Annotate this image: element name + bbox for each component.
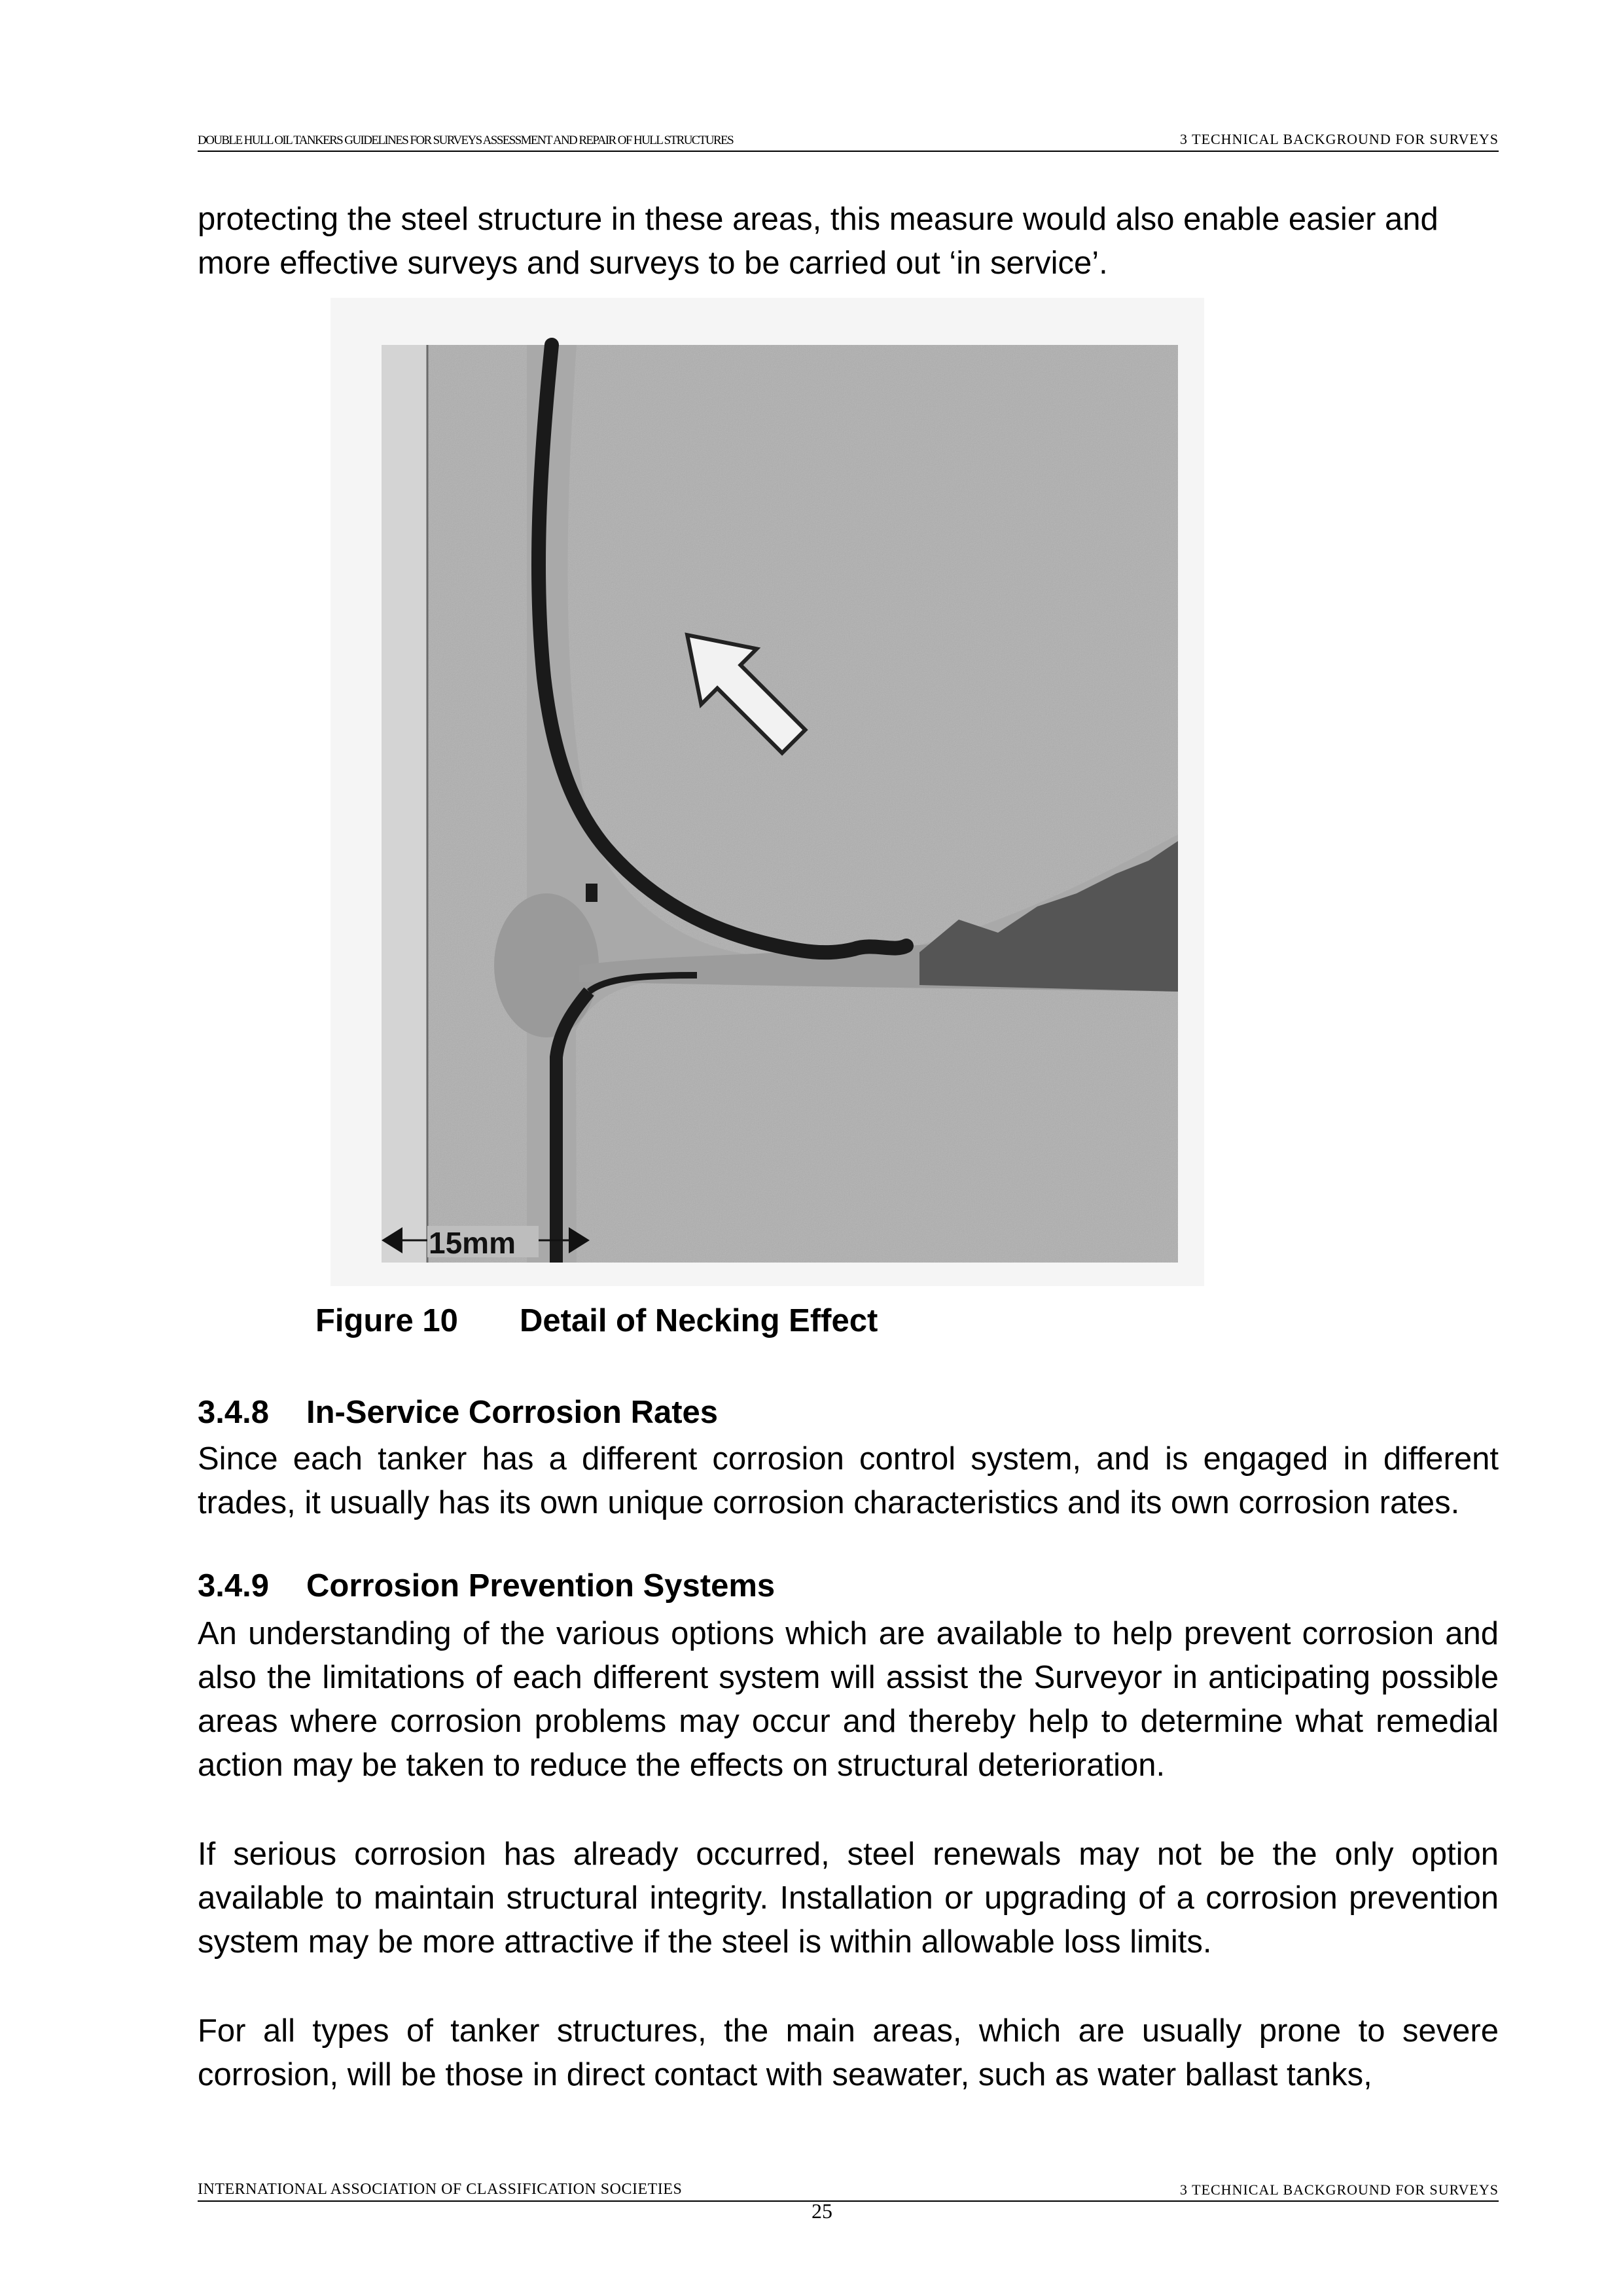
footer-chapter-title: 3 TECHNICAL BACKGROUND FOR SURVEYS [1180, 2181, 1499, 2198]
figure-caption [315, 1302, 878, 1339]
necking-effect-photo [330, 298, 1204, 1286]
figure-title: Detail of Necking Effect [520, 1303, 878, 1338]
section-heading-3-4-9 [198, 1568, 775, 1604]
section-3-4-9-paragraph-1: An understanding of the various options which are available to help prevent corrosion and also the limitations of each different system will assist the Surveyor in anticipating possible areas where corrosion problems may occur and thereby help to determine what remedial action may be taken to reduce the effects on structural deterioration. [198, 1616, 1499, 1783]
header-document-title: DOUBLE HULL OIL TANKERS GUIDELINES FOR SURVEYS ASSESSMENT AND REPAIR OF HULL STRUCTURES [198, 134, 734, 147]
footer-organization: INTERNATIONAL ASSOCIATION OF CLASSIFICATION SOCIETIES [198, 2181, 683, 2198]
page-header [198, 128, 1499, 152]
section-title: In-Service Corrosion Rates [306, 1395, 719, 1430]
header-chapter-title: 3 TECHNICAL BACKGROUND FOR SURVEYS [1180, 131, 1499, 147]
section-number: 3.4.9 [198, 1568, 269, 1604]
section-3-4-9-paragraph-2: If serious corrosion has already occurred, steel renewals may not be the only option available to maintain structural integrity. Installation or upgrading of a corrosion prevention system may be more attractive if the steel is within allowable loss limits. [198, 1837, 1499, 1960]
section-heading-3-4-8 [198, 1394, 718, 1431]
section-3-4-9-paragraph-3: For all types of tanker structures, the main areas, which are usually prone to severe corrosion, will be those in direct contact with seawater, such as water ballast tanks, [198, 2013, 1499, 2092]
section-title: Corrosion Prevention Systems [306, 1568, 776, 1604]
scale-label: 15mm [429, 1226, 516, 1260]
page-number: 25 [812, 2199, 832, 2223]
intro-paragraph: protecting the steel structure in these areas, this measure would also enable easier and more effective surveys and surveys to be carried out ‘in service’. [198, 202, 1438, 281]
page-footer [198, 2179, 1499, 2202]
figure-number: Figure 10 [315, 1303, 458, 1338]
section-3-4-8-body: Since each tanker has a different corrosion control system, and is engaged in different trades, it usually has its own unique corrosion characteristics and its own corrosion rates. [198, 1441, 1499, 1520]
section-number: 3.4.8 [198, 1395, 269, 1430]
necking-effect-figure [330, 298, 1204, 1286]
